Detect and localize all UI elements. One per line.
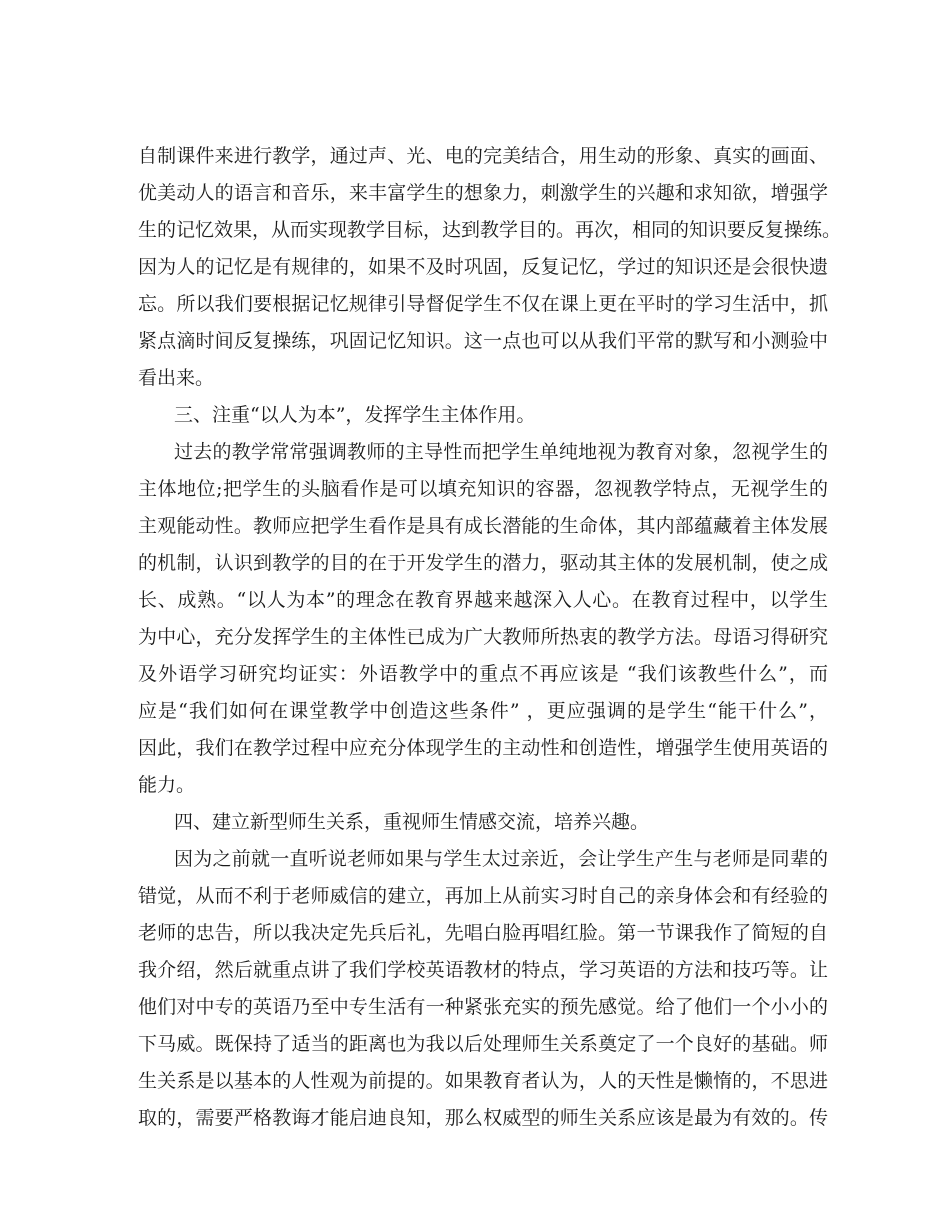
text-line: 长、成熟。“以人为本”的理念在教育界越来越深入人心。在教育过程中，以学生 — [138, 589, 828, 611]
text-line: 忘。所以我们要根据记忆规律引导督促学生不仅在课上更在平时的学习生活中，抓 — [138, 293, 828, 315]
text-line: 及外语学习研究均证实：外语教学中的重点不再应该是 “我们该教些什么”，而 — [138, 663, 828, 685]
section-heading: 三、注重“以人为本”，发挥学生主体作用。 — [174, 404, 536, 426]
text-line: 因此，我们在教学过程中应充分体现学生的主动性和创造性，增强学生使用英语的 — [138, 737, 828, 759]
text-line: 过去的教学常常强调教师的主导性而把学生单纯地视为教育对象，忽视学生的 — [174, 441, 828, 463]
text-line: 优美动人的语言和音乐，来丰富学生的想象力，刺激学生的兴趣和求知欲，增强学 — [138, 182, 828, 204]
text-line: 紧点滴时间反复操练，巩固记忆知识。这一点也可以从我们平常的默写和小测验中 — [138, 330, 828, 352]
text-line: 看出来。 — [138, 367, 215, 389]
text-line: 取的，需要严格教诲才能启迪良知，那么权威型的师生关系应该是最为有效的。传 — [138, 1107, 828, 1129]
text-line: 他们对中专的英语乃至中专生活有一种紧张充实的预先感觉。给了他们一个小小的 — [138, 996, 828, 1018]
text-line: 生关系是以基本的人性观为前提的。如果教育者认为，人的天性是懒惰的，不思进 — [138, 1070, 828, 1092]
text-line: 因为人的记忆是有规律的，如果不及时巩固，反复记忆，学过的知识还是会很快遗 — [138, 256, 828, 278]
text-line: 老师的忠告，所以我决定先兵后礼，先唱白脸再唱红脸。第一节课我作了简短的自 — [138, 922, 828, 944]
text-line: 能力。 — [138, 774, 196, 796]
text-line: 我介绍，然后就重点讲了我们学校英语教材的特点，学习英语的方法和技巧等。让 — [138, 959, 828, 981]
text-line: 生的记忆效果，从而实现教学目标，达到教学目的。再次，相同的知识要反复操练。 — [138, 219, 842, 241]
section-heading: 四、建立新型师生关系，重视师生情感交流，培养兴趣。 — [174, 811, 650, 833]
text-line: 因为之前就一直听说老师如果与学生太过亲近，会让学生产生与老师是同辈的 — [174, 848, 828, 870]
text-line: 自制课件来进行教学，通过声、光、电的完美结合，用生动的形象、真实的画面、 — [138, 145, 828, 167]
text-line: 错觉，从而不利于老师威信的建立，再加上从前实习时自己的亲身体会和有经验的 — [138, 885, 828, 907]
text-line: 为中心，充分发挥学生的主体性已成为广大教师所热衷的教学方法。母语习得研究 — [138, 626, 828, 648]
text-line: 的机制，认识到教学的目的在于开发学生的潜力，驱动其主体的发展机制，使之成 — [138, 552, 828, 574]
text-line: 主体地位;把学生的头脑看作是可以填充知识的容器，忽视教学特点，无视学生的 — [138, 478, 828, 500]
text-line: 下马威。既保持了适当的距离也为我以后处理师生关系奠定了一个良好的基础。师 — [138, 1033, 828, 1055]
text-line: 应是“我们如何在课堂教学中创造这些条件” ，更应强调的是学生“能干什么”， — [138, 700, 828, 722]
text-line: 主观能动性。教师应把学生看作是具有成长潜能的生命体，其内部蕴藏着主体发展 — [138, 515, 828, 537]
